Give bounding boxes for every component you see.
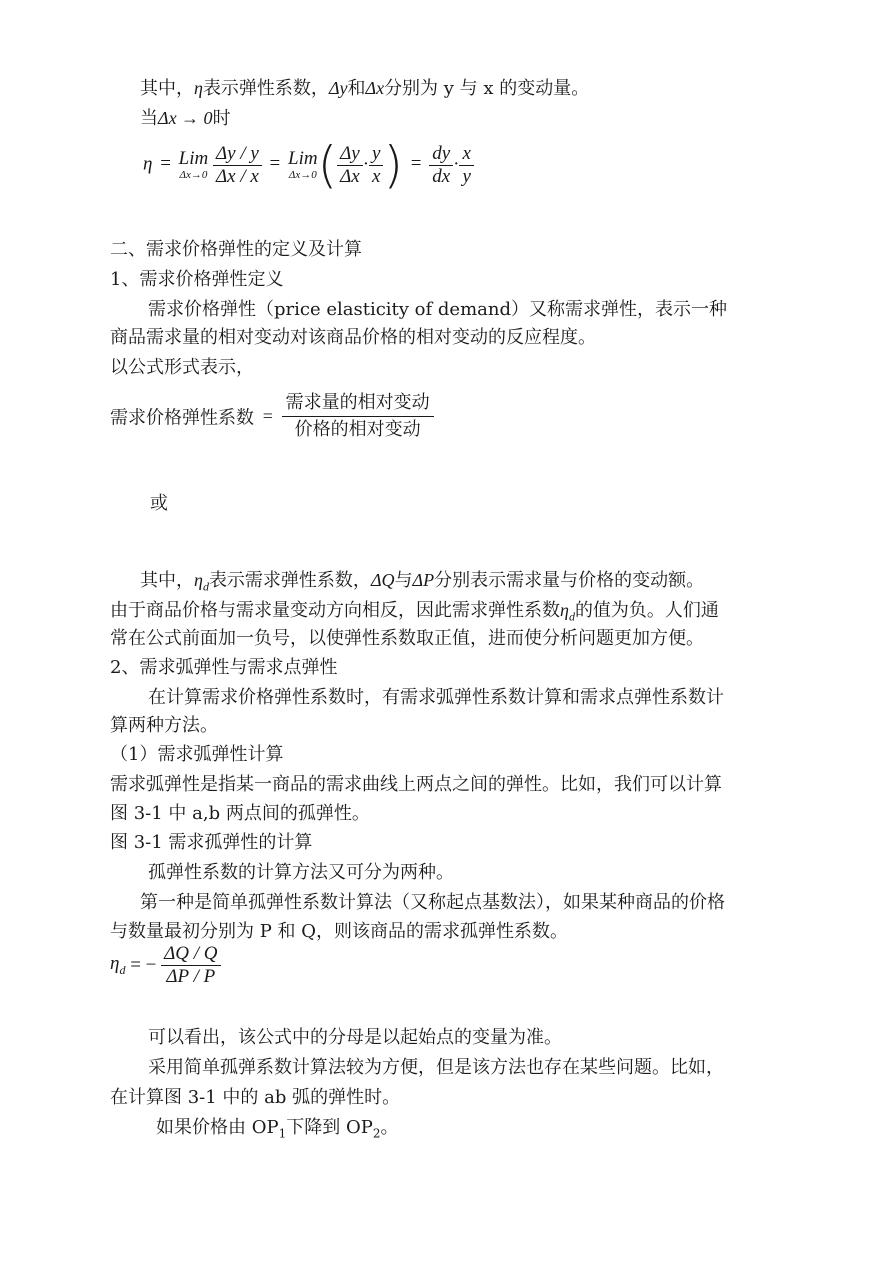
limit-operator: Lim Δx→0 [288,148,318,181]
paragraph-line: 算两种方法。 [110,715,218,736]
paragraph-line: 需求价格弹性（price elasticity of demand）又称需求弹性，表示一种 [148,299,727,320]
elasticity-limit-formula: η = Lim Δx→0 $\frac{\Delta y / y}{\Delta x / x}$ = Lim Δx→0 ( $\frac{\Delta y}{\Delta x}$ · $\frac{y}{x}$ ) = $\frac{dy}{dx}$ · $\frac{x}{y}$ [143,140,474,190]
eta-d-symbol: $\eta_d$ [194,570,209,594]
word-fraction: $\frac{\text{需求量的相对变动}}{\text{价格的相对变动}}$ [282,390,434,443]
paragraph-line: 商品需求量的相对变动对该商品价格的相对变动的反应程度。 [110,327,596,348]
text: 时 [212,108,231,129]
equals-minus: = − [130,954,157,976]
intro-line [140,76,589,101]
paragraph-line: 由于商品价格与需求量变动方向相反，因此需求弹性系数$\eta_d$的值为负。人们通 [110,600,719,624]
paragraph-line: 第一种是简单孤弹性系数计算法（又称起点基数法），如果某种商品的价格 [140,892,725,913]
limit-condition [140,106,231,131]
equals: = [262,406,273,426]
paragraph-line: 在计算需求价格弹性系数时，有需求弧弹性系数计算和需求点弹性系数计 [148,687,724,708]
subsection-heading: 1、需求价格弹性定义 [110,269,284,290]
section-heading: 二、需求价格弹性的定义及计算 [110,239,362,260]
fraction-relative-changes: $\frac{\Delta y / y}{\Delta x / x}$ [213,143,262,188]
text: 分别为 y 与 x 的变动量。 [384,78,590,99]
eta-symbol: η [143,153,153,175]
limit-operator: Lim Δx→0 [178,148,209,181]
delta-q: ΔQ [370,570,395,590]
text: 其中， [140,78,194,99]
equals: = [269,153,281,175]
fraction-derivative: $\frac{dy}{dx}$ [429,143,453,188]
sub-heading: （1）需求弧弹性计算 [110,744,284,765]
arc-fraction: $\frac{\Delta Q / Q}{\Delta P / P}$ [161,943,220,988]
paragraph-line: 以公式形式表示， [110,357,254,378]
delta-x-to-zero: Δx → 0 [158,108,213,128]
delta-y: Δy [328,78,348,98]
delta-p: ΔP [412,570,435,590]
simple-arc-elasticity-formula [110,943,221,988]
eta-d-symbol: $\eta_d$ [560,600,575,624]
or-text: 或 [150,493,168,514]
fraction-dy-dx: $\frac{\Delta y}{\Delta x}$ [337,143,363,188]
fraction-y-x: $\frac{y}{x}$ [369,143,383,188]
paragraph-line: 需求弧弹性是指某一商品的需求曲线上两点之间的弹性。比如，我们可以计算 [110,774,722,795]
eta-symbol: η [194,78,203,98]
paragraph-line: 孤弹性系数的计算方法又可分为两种。 [148,862,454,883]
paragraph-line: 可以看出，该公式中的分母是以起始点的变量为准。 [148,1027,562,1048]
paragraph-line: 在计算图 3-1 中的 ab 弧的弹性时。 [110,1087,401,1108]
eta-d-symbol: $\eta_d$ [110,953,126,977]
demand-elasticity-word-formula [110,390,434,443]
paragraph-line: 其中，$\eta_d$表示需求弹性系数，ΔQ与ΔP分别表示需求量与价格的变动额。 [140,570,705,594]
text: 当 [140,108,158,129]
paragraph-line: 常在公式前面加一负号，以使弹性系数取正值，进而使分析问题更加方便。 [110,628,704,649]
equals: = [410,153,422,175]
paragraph-line: 如果价格由 $OP_1$下降到 $OP_2$。 [156,1117,399,1141]
paragraph-line: 图 3-1 中 a,b 两点间的孤弹性。 [110,803,370,824]
figure-caption: 图 3-1 需求孤弹性的计算 [110,832,313,853]
formula-lhs: 需求价格弹性系数 [110,407,254,429]
text: 表示弹性系数， [202,78,329,99]
equals: = [160,153,171,175]
subsection-heading: 2、需求弧弹性与需求点弹性 [110,657,338,678]
text: 和 [347,78,366,99]
paragraph-line: 与数量最初分别为 P 和 Q，则该商品的需求孤弹性系数。 [110,921,569,942]
paragraph-line: 采用简单孤弹系数计算法较为方便，但是该方法也存在某些问题。比如， [148,1057,724,1078]
fraction-x-y: $\frac{x}{y}$ [459,143,473,188]
delta-x: Δx [365,78,385,98]
